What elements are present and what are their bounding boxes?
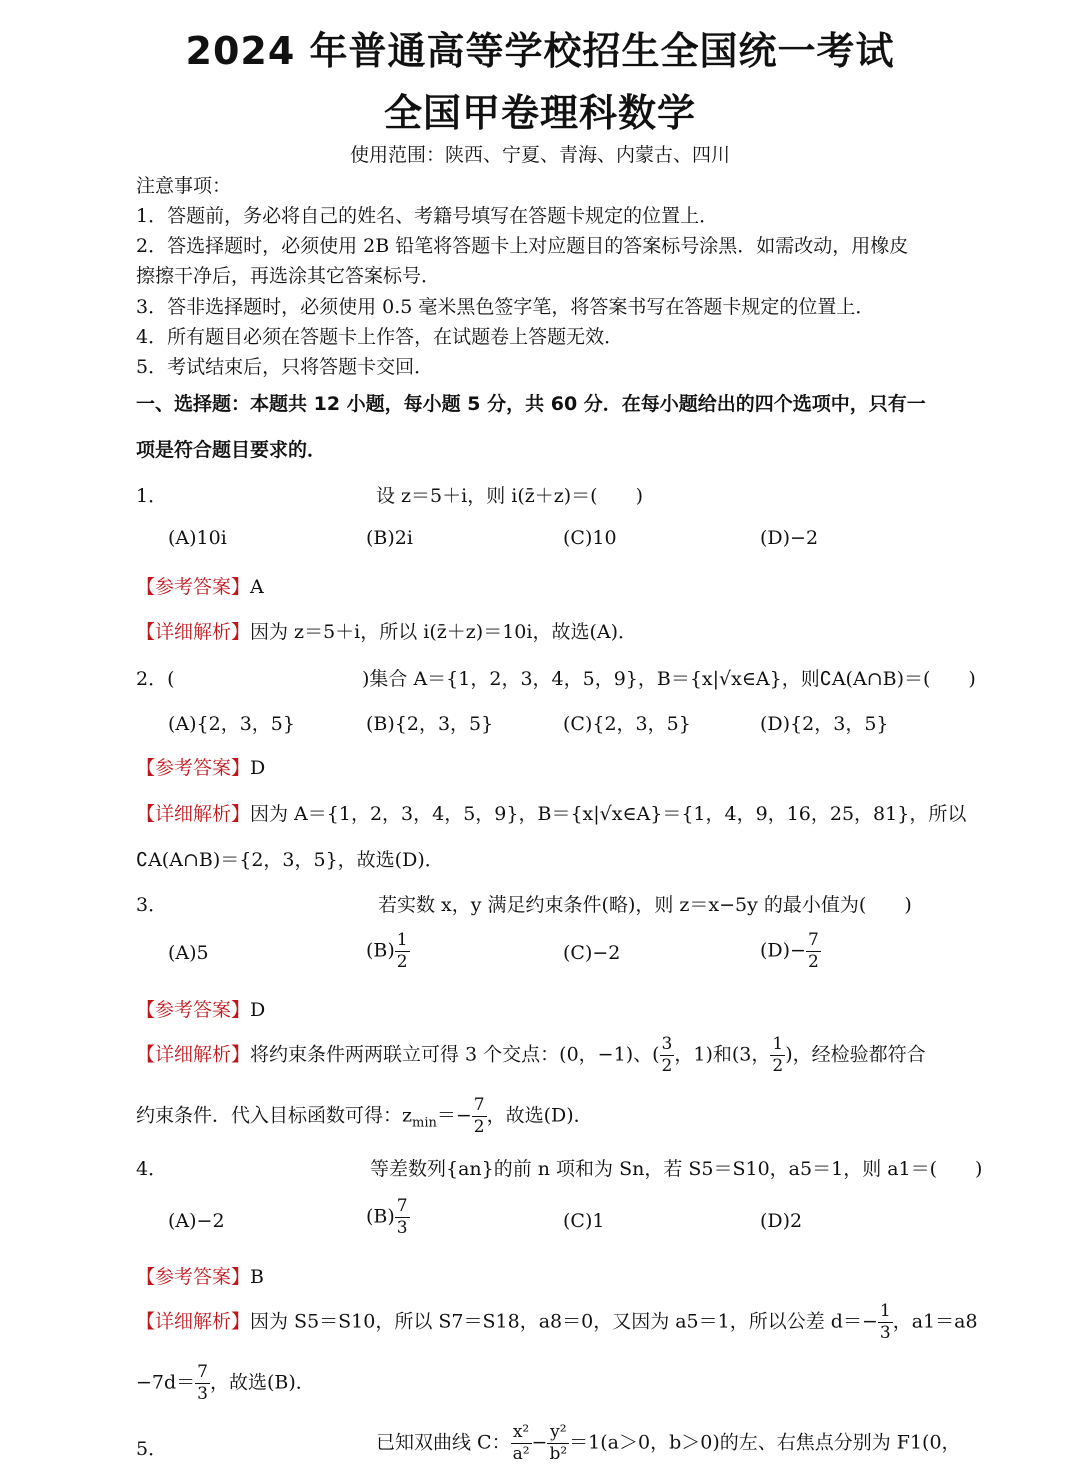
fraction-one-third bbox=[878, 1303, 893, 1342]
analysis-text: ＝− bbox=[436, 1104, 472, 1127]
fraction-numerator: 7 bbox=[473, 1095, 485, 1115]
answer-value: B bbox=[250, 1266, 264, 1288]
analysis-text: ，a1＝a8 bbox=[892, 1310, 978, 1333]
exam-subtitle: 全国甲卷理科数学 bbox=[383, 91, 696, 135]
option-b bbox=[366, 932, 410, 971]
option-c: (C)10 bbox=[563, 527, 617, 549]
question-stem bbox=[376, 1424, 961, 1463]
question-number: 3． bbox=[136, 894, 168, 916]
analysis-text: ，故选(D)． bbox=[486, 1104, 593, 1127]
fraction-seven-half bbox=[472, 1097, 487, 1136]
option-a: (A)10i bbox=[168, 527, 227, 549]
option-c: (C)−2 bbox=[563, 942, 621, 964]
analysis-text: ，1)和(3， bbox=[674, 1043, 771, 1066]
question-number: 2．( bbox=[136, 668, 175, 690]
option-c: (C)1 bbox=[563, 1210, 605, 1232]
fraction-three-half bbox=[660, 1036, 675, 1075]
notice-item: 擦擦干净后，再选涂其它答案标号． bbox=[136, 265, 441, 287]
fraction-seven-third bbox=[195, 1364, 210, 1403]
question-stem: 若实数 x，y 满足约束条件(略)，则 z＝x−5y 的最小值为( ) bbox=[378, 894, 912, 916]
fraction-denominator: 3 bbox=[879, 1323, 891, 1343]
analysis-text: )，经检验都符合 bbox=[785, 1043, 926, 1066]
answer-line bbox=[136, 1262, 264, 1289]
analysis-label: 【详细解析】 bbox=[136, 1310, 251, 1333]
notice-item: 3．答非选择题时，必须使用 0.5 毫米黑色签字笔，将答案书写在答题卡规定的位置上． bbox=[136, 296, 875, 318]
fraction-denominator: 2 bbox=[661, 1056, 673, 1076]
answer-label: 【参考答案】 bbox=[136, 1266, 251, 1288]
fraction-numerator: 7 bbox=[807, 930, 819, 950]
fraction-y2-b2 bbox=[547, 1424, 569, 1463]
fraction-seven-half bbox=[806, 932, 821, 971]
question-number: 5． bbox=[136, 1438, 168, 1460]
fraction-one-half bbox=[770, 1036, 785, 1075]
fraction-denominator: a² bbox=[512, 1444, 530, 1464]
option-b-label: (B) bbox=[366, 1205, 395, 1228]
analysis-label: 【详细解析】 bbox=[136, 803, 251, 825]
analysis-label: 【详细解析】 bbox=[136, 1043, 251, 1066]
fraction-denominator: 3 bbox=[197, 1384, 208, 1404]
analysis-line bbox=[136, 1036, 926, 1075]
option-a: (A){2，3，5} bbox=[168, 713, 295, 735]
question-stem-text: ＝1(a＞0，b＞0)的左、右焦点分别为 F1(0， bbox=[569, 1431, 961, 1454]
option-d: (D)−2 bbox=[760, 527, 819, 549]
analysis-text: 约束条件．代入目标函数可得：z bbox=[136, 1104, 413, 1127]
option-b bbox=[366, 1198, 410, 1237]
subscript-min: min bbox=[412, 1115, 437, 1131]
fraction-seven-third bbox=[395, 1198, 410, 1237]
answer-line bbox=[136, 995, 265, 1022]
option-a: (A)5 bbox=[168, 942, 209, 964]
analysis-line bbox=[136, 1303, 978, 1342]
analysis-text: 因为 S5＝S10，所以 S7＝S18，a8＝0，又因为 a5＝1，所以公差 d＝− bbox=[250, 1310, 878, 1333]
exam-title: 2024 年普通高等学校招生全国统一考试 bbox=[185, 29, 895, 73]
notice-heading: 注意事项： bbox=[136, 175, 232, 197]
fraction-numerator: x² bbox=[511, 1424, 532, 1444]
question-stem: 设 z＝5＋i，则 i(z̄＋z)＝( ) bbox=[376, 485, 644, 507]
fraction-denominator: b² bbox=[549, 1444, 568, 1464]
fraction-numerator: y² bbox=[547, 1424, 569, 1444]
section-heading: 一、选择题：本题共 12 小题，每小题 5 分，共 60 分．在每小题给出的四个选项中，只有一 bbox=[136, 393, 926, 415]
fraction-numerator: 1 bbox=[879, 1301, 891, 1321]
analysis-text-cont bbox=[136, 1097, 593, 1136]
minus-sign: − bbox=[531, 1431, 548, 1454]
analysis-line bbox=[136, 617, 637, 644]
notice-item: 4．所有题目必须在答题卡上作答，在试题卷上答题无效． bbox=[136, 326, 624, 348]
analysis-text: 因为 A＝{1，2，3，4，5，9}，B＝{x|√x∈A}＝{1，4，9，16，25，81}，所以 bbox=[250, 803, 967, 825]
option-b-label: (B) bbox=[366, 939, 395, 962]
option-d: (D)2 bbox=[760, 1210, 803, 1232]
answer-label: 【参考答案】 bbox=[136, 757, 251, 779]
fraction-denominator: 3 bbox=[396, 1218, 408, 1238]
fraction-one-half bbox=[395, 932, 410, 971]
fraction-denominator: 2 bbox=[473, 1117, 485, 1137]
analysis-text: 将约束条件两两联立可得 3 个交点：(0，−1)、( bbox=[250, 1043, 660, 1066]
answer-value: A bbox=[250, 576, 264, 598]
analysis-line bbox=[136, 799, 966, 826]
notice-item: 1．答题前，务必将自己的姓名、考籍号填写在答题卡规定的位置上． bbox=[136, 205, 719, 227]
fraction-numerator: 1 bbox=[772, 1034, 784, 1054]
fraction-numerator: 7 bbox=[197, 1362, 208, 1382]
option-b: (B){2，3，5} bbox=[366, 713, 494, 735]
answer-line bbox=[136, 753, 265, 780]
answer-label: 【参考答案】 bbox=[136, 576, 251, 598]
fraction-denominator: 2 bbox=[396, 952, 408, 972]
question-number: 1． bbox=[136, 485, 168, 507]
question-stem: )集合 A＝{1，2，3，4，5，9}，B＝{x|√x∈A}，则∁A(A∩B)＝( ) bbox=[362, 668, 976, 690]
question-number: 4． bbox=[136, 1158, 168, 1180]
fraction-denominator: 2 bbox=[772, 1056, 784, 1076]
option-a: (A)−2 bbox=[168, 1210, 225, 1232]
question-stem: 等差数列{an}的前 n 项和为 Sn，若 S5＝S10，a5＝1，则 a1＝( ) bbox=[370, 1158, 983, 1180]
section-heading-cont: 项是符合题目要求的． bbox=[136, 439, 327, 461]
option-d: (D){2，3，5} bbox=[760, 713, 889, 735]
fraction-numerator: 3 bbox=[661, 1034, 673, 1054]
answer-label: 【参考答案】 bbox=[136, 999, 251, 1021]
analysis-text: 因为 z＝5＋i，所以 i(z̄＋z)＝10i，故选(A)． bbox=[250, 621, 637, 643]
option-b: (B)2i bbox=[366, 527, 413, 549]
option-d bbox=[760, 932, 821, 971]
analysis-text-cont: ∁A(A∩B)＝{2，3，5}，故选(D)． bbox=[136, 849, 444, 871]
answer-value: D bbox=[250, 999, 266, 1021]
analysis-label: 【详细解析】 bbox=[136, 621, 251, 643]
answer-line bbox=[136, 572, 264, 599]
question-stem-text: 已知双曲线 C： bbox=[376, 1431, 511, 1454]
answer-value: D bbox=[250, 757, 266, 779]
fraction-denominator: 2 bbox=[807, 952, 819, 972]
usage-scope: 使用范围：陕西、宁夏、青海、内蒙古、四川 bbox=[349, 144, 730, 166]
option-c: (C){2，3，5} bbox=[563, 713, 691, 735]
fraction-x2-a2 bbox=[511, 1424, 532, 1463]
analysis-text: −7d＝ bbox=[136, 1371, 196, 1394]
fraction-numerator: 1 bbox=[396, 930, 408, 950]
notice-item: 2．答选择题时，必须使用 2B 铅笔将答题卡上对应题目的答案标号涂黑．如需改动，用橡皮 bbox=[136, 235, 909, 257]
analysis-text-cont bbox=[136, 1364, 315, 1403]
fraction-numerator: 7 bbox=[396, 1196, 408, 1216]
option-d-label: (D)− bbox=[760, 939, 806, 962]
analysis-text: ，故选(B)． bbox=[210, 1371, 315, 1394]
notice-item: 5．考试结束后，只将答题卡交回． bbox=[136, 356, 434, 378]
